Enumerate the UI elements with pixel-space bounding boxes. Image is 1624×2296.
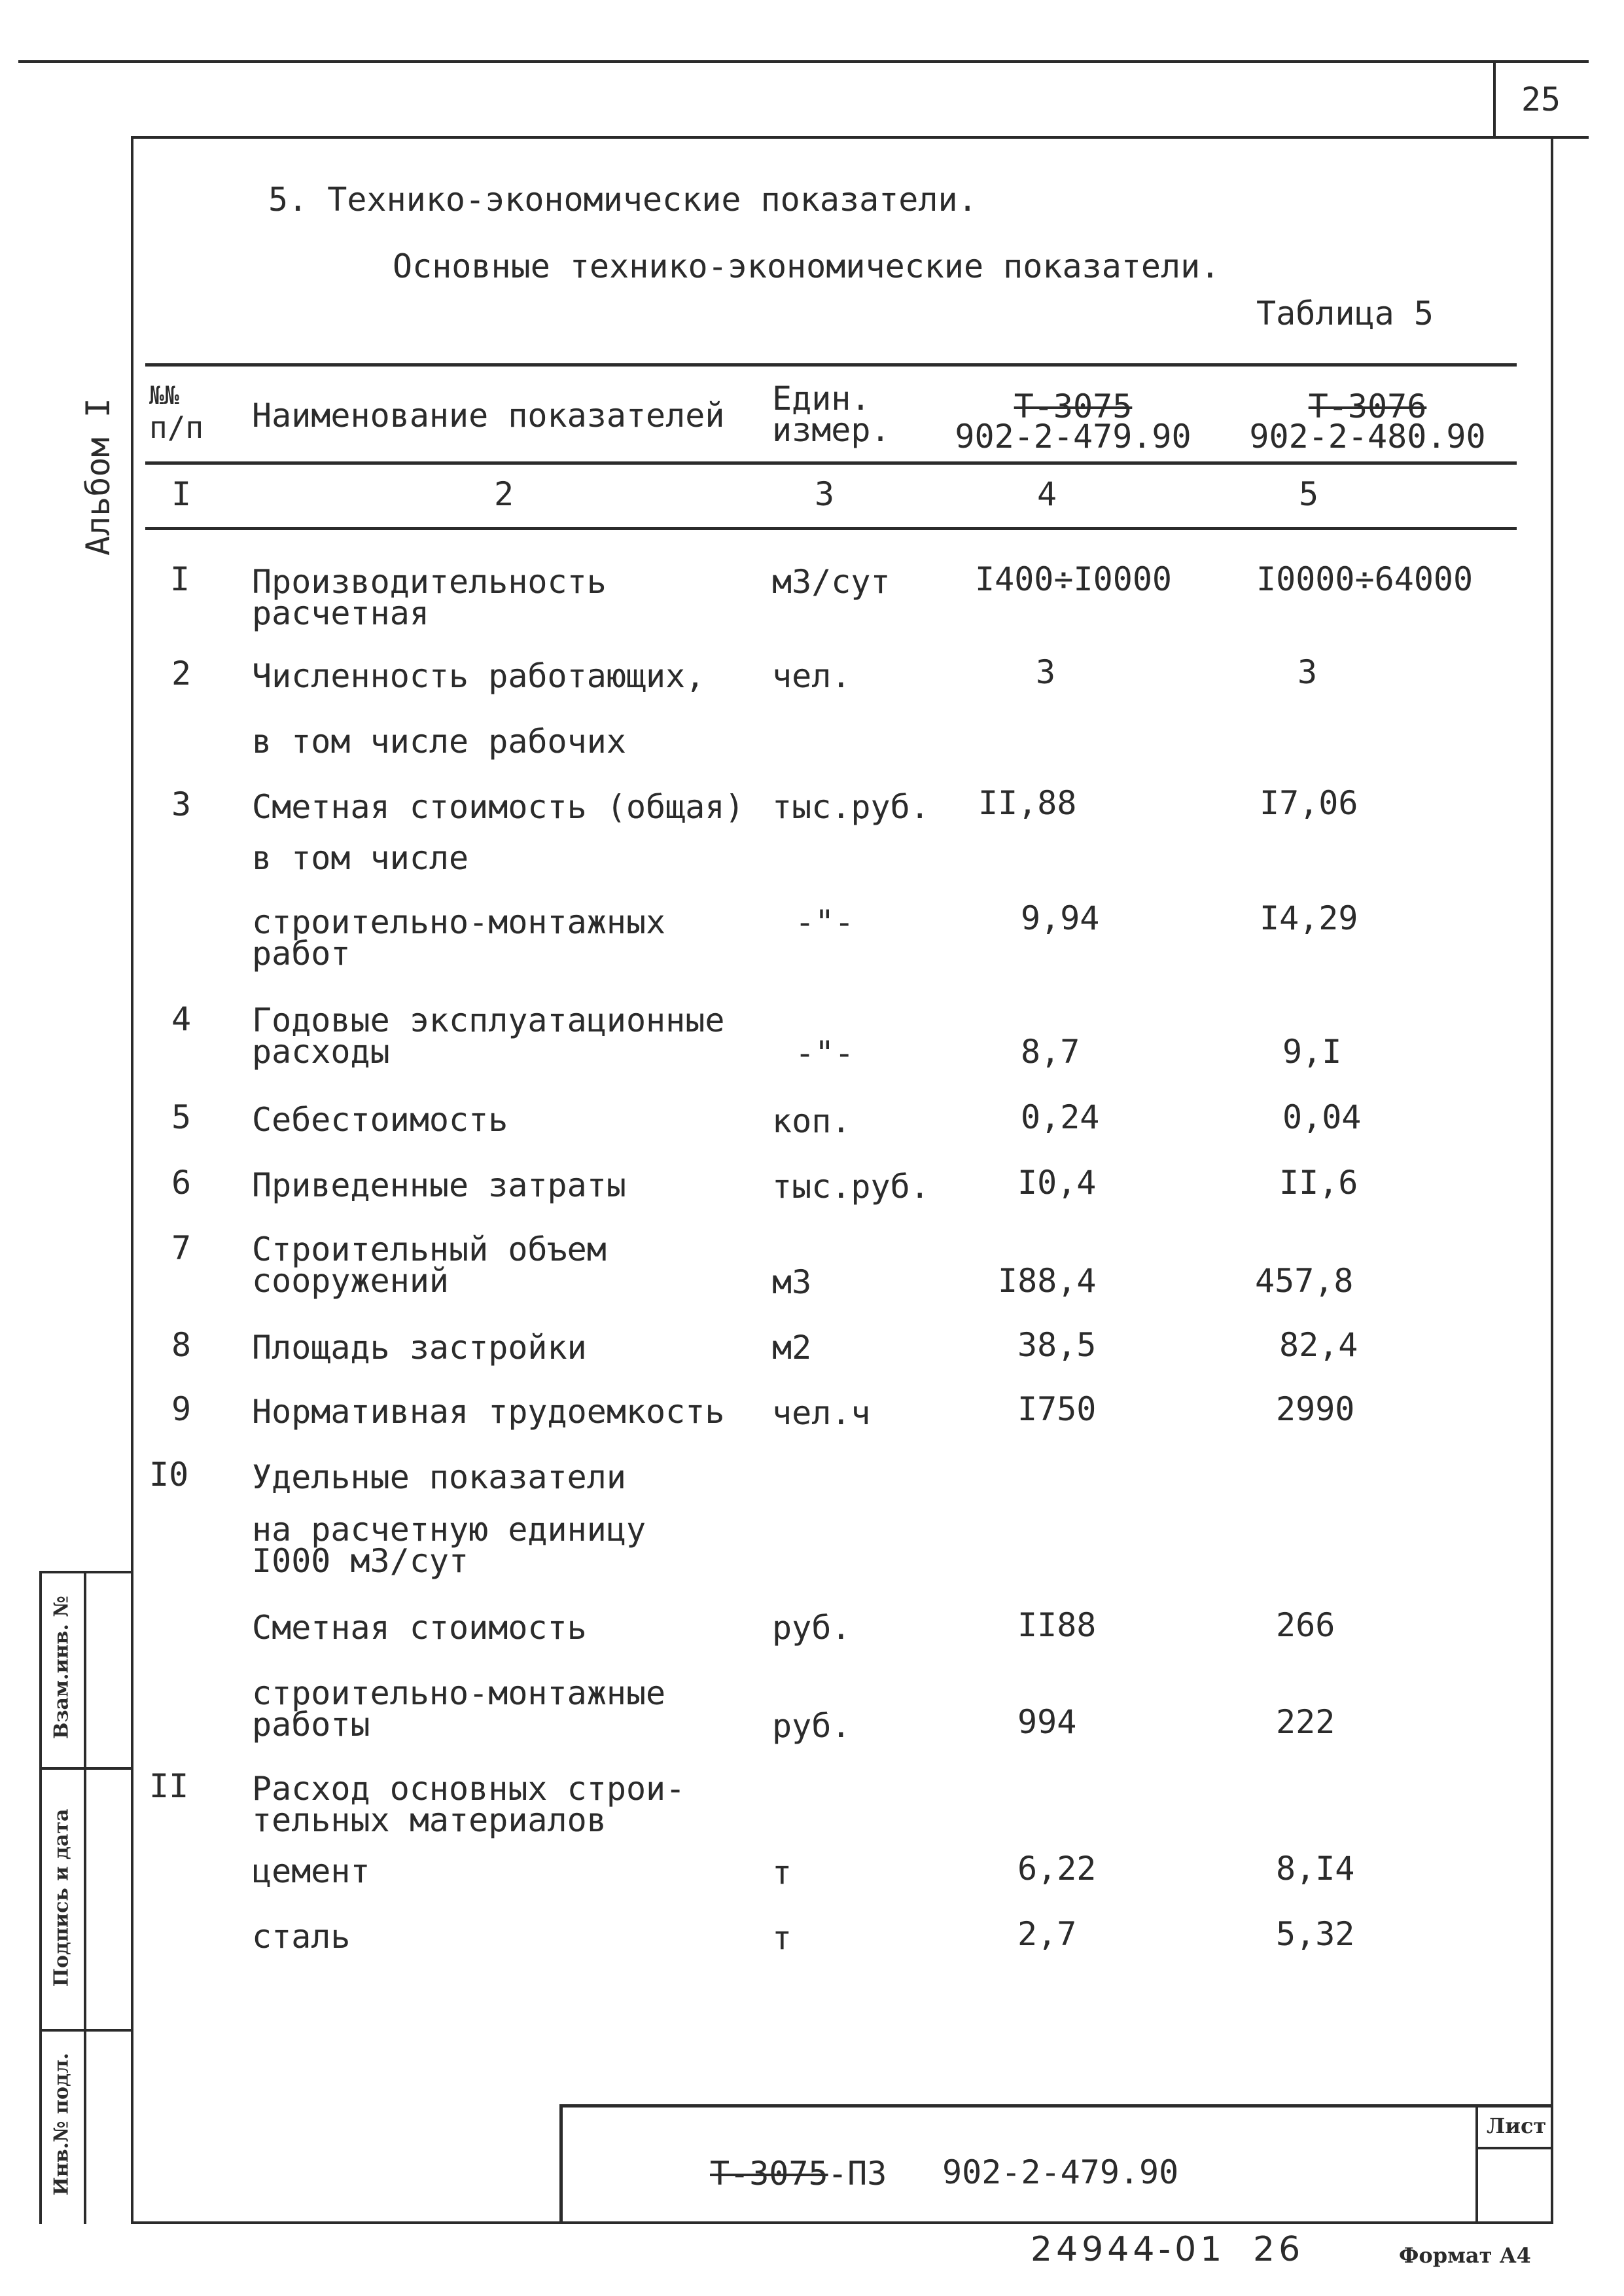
row-11-num: II (149, 1767, 189, 1805)
row-9-value-5: 2990 (1276, 1390, 1355, 1428)
row-3b-name-line1: строительно-монтажных (252, 903, 666, 941)
stamp-label-signature: Подпись и дата (50, 1808, 73, 1987)
row-4-num: 4 (171, 1000, 192, 1038)
row-10b-unit: руб. (772, 1707, 851, 1745)
stamp-outer-left (39, 1571, 42, 2224)
row-11b-value-5: 5,32 (1276, 1915, 1355, 1953)
frame-left (131, 136, 133, 2224)
top-border-line (18, 60, 1589, 63)
row-10-num: I0 (149, 1456, 189, 1494)
row-8-unit: м2 (772, 1329, 812, 1367)
col-number-3: 3 (815, 475, 835, 513)
stamp-top (39, 1571, 133, 1573)
header-rule-mid (145, 461, 1517, 465)
row-5-value-5: 0,04 (1282, 1098, 1362, 1136)
row-3b-value-4: 9,94 (1021, 899, 1100, 937)
row-10a-value-5: 266 (1276, 1606, 1335, 1644)
row-5-unit: коп. (772, 1102, 851, 1140)
doc-code: 902-2-479.90 (942, 2153, 1179, 2191)
row-2-num: 2 (171, 655, 192, 692)
row-1-name-line1: Производительность (252, 563, 607, 601)
row-10b-name-line1: строительно-монтажные (252, 1674, 666, 1712)
section-title: 5. Технико-экономические показатели. (268, 181, 978, 219)
row-11b-unit: т (772, 1919, 792, 1957)
bottom-sheet-number: 26 (1253, 2230, 1305, 2269)
stamp-inner-divider (84, 1571, 86, 2224)
row-7-name-line1: Строительный объем (252, 1230, 607, 1268)
stamp-div-1 (39, 1767, 133, 1770)
row-9-value-4: I750 (1017, 1390, 1097, 1428)
row-1-num: I (170, 560, 190, 598)
stamp-div-2 (39, 2029, 133, 2032)
row-8-num: 8 (171, 1326, 192, 1364)
row-10a-name: Сметная стоимость (252, 1609, 587, 1647)
row-6-value-4: I0,4 (1017, 1164, 1097, 1202)
row-6-name: Приведенные затраты (252, 1166, 626, 1204)
header-col5: 902-2-480.90 (1249, 418, 1486, 456)
row-3-value-5: I7,06 (1260, 784, 1358, 822)
row-8-name: Площадь застройки (252, 1329, 587, 1367)
row-5-num: 5 (171, 1098, 192, 1136)
row-7-value-4: I88,4 (998, 1262, 1097, 1300)
row-11a-value-5: 8,I4 (1276, 1850, 1355, 1888)
row-4-name-line2: расходы (252, 1033, 390, 1071)
row-10b-value-5: 222 (1276, 1703, 1335, 1741)
header-unit-line2: измер. (772, 411, 891, 449)
row-4-name-line1: Годовые эксплуатационные (252, 1001, 725, 1039)
frame-bottom (131, 2221, 1553, 2224)
row-10a-value-4: II88 (1017, 1606, 1097, 1644)
sheet-box-divider (1475, 2147, 1551, 2149)
row-6-unit: тыс.руб. (772, 1168, 930, 1206)
row-4-unit: -"- (795, 1034, 855, 1072)
frame-top (131, 136, 1589, 139)
row-3-value-4: II,88 (978, 784, 1077, 822)
table-title: Основные технико-экономические показатели. (393, 247, 1220, 285)
row-11a-value-4: 6,22 (1017, 1850, 1097, 1888)
row-11a-name: цемент (252, 1852, 370, 1890)
sheet-label: Лист (1487, 2113, 1547, 2138)
row-3b-unit: -"- (795, 903, 855, 941)
row-9-unit: чел.ч (772, 1394, 871, 1432)
table-label: Таблица 5 (1256, 295, 1434, 332)
row-6-num: 6 (171, 1164, 192, 1202)
row-3-unit: тыс.руб. (772, 788, 930, 826)
title-block-top (559, 2104, 1551, 2108)
row-11b-value-4: 2,7 (1017, 1915, 1077, 1953)
row-8-value-5: 82,4 (1279, 1326, 1358, 1364)
header-unit-line1: Един. (772, 380, 871, 418)
row-9-name: Нормативная трудоемкость (252, 1393, 725, 1431)
sheet-box-left (1475, 2104, 1478, 2224)
row-2-unit: чел. (772, 657, 851, 695)
row-10a-unit: руб. (772, 1609, 851, 1647)
row-10-sub-name-line1: на расчетную единицу (252, 1511, 646, 1549)
row-1-name-line2: расчетная (252, 594, 429, 632)
doc-code-struck: Т-3075 (710, 2155, 828, 2193)
row-2-name: Численность работающих, (252, 657, 705, 695)
col-number-2: 2 (494, 475, 514, 513)
header-num-line1: №№ (149, 381, 179, 410)
header-col4-struck: Т-3075 (1014, 387, 1133, 425)
row-3-name: Сметная стоимость (общая) (252, 788, 745, 826)
row-3-sub-name: в том числе (252, 839, 469, 877)
row-2-value-4: 3 (1036, 653, 1056, 691)
album-label: Альбом I (79, 398, 117, 556)
row-5-name: Себестоимость (252, 1101, 508, 1139)
row-7-unit: м3 (772, 1263, 812, 1301)
frame-right (1551, 136, 1553, 2224)
row-7-num: 7 (171, 1229, 192, 1267)
row-3b-name-line2: работ (252, 935, 351, 973)
stamp-label-original-inv: Инв.№ подл. (50, 2053, 73, 2196)
format-label: Формат А4 (1399, 2243, 1531, 2268)
row-1-unit: м3/сут (772, 563, 891, 601)
row-9-num: 9 (171, 1390, 192, 1428)
col-number-5: 5 (1299, 475, 1319, 513)
page-number-box-left (1493, 60, 1496, 136)
row-11a-unit: т (772, 1854, 792, 1892)
row-2-sub-name: в том числе рабочих (252, 723, 626, 761)
row-7-value-5: 457,8 (1255, 1262, 1354, 1300)
row-8-value-4: 38,5 (1017, 1326, 1097, 1364)
row-10-sub-name-line2: I000 м3/сут (252, 1542, 469, 1580)
row-4-value-5: 9,I (1282, 1033, 1342, 1071)
row-10b-name-line2: работы (252, 1706, 370, 1744)
title-block-left (559, 2104, 563, 2224)
page-number: 25 (1521, 81, 1561, 118)
stamp-label-replaced: Взам.инв. № (50, 1596, 73, 1739)
row-5-value-4: 0,24 (1021, 1098, 1100, 1136)
row-10-name: Удельные показатели (252, 1458, 626, 1496)
doc-code-suffix: -ПЗ (828, 2155, 887, 2193)
col-number-1: I (171, 475, 192, 513)
header-col4: 902-2-479.90 (955, 418, 1192, 456)
header-col5-struck: Т-3076 (1308, 387, 1427, 425)
row-2-value-5: 3 (1297, 653, 1318, 691)
row-3-num: 3 (171, 785, 192, 823)
row-1-value-5: I0000÷64000 (1256, 560, 1474, 598)
bottom-code: 24944-01 (1031, 2230, 1226, 2269)
row-11-name-line2: тельных материалов (252, 1801, 607, 1839)
row-11-name-line1: Расход основных строи- (252, 1770, 686, 1808)
row-3b-value-5: I4,29 (1260, 899, 1358, 937)
row-7-name-line2: сооружений (252, 1262, 450, 1300)
header-name: Наименование показателей (252, 397, 725, 435)
row-6-value-5: II,6 (1279, 1164, 1358, 1202)
row-11b-name: сталь (252, 1918, 351, 1956)
header-rule-bottom (145, 527, 1517, 530)
header-rule-top (145, 363, 1517, 367)
row-10b-value-4: 994 (1017, 1703, 1077, 1741)
col-number-4: 4 (1037, 475, 1057, 513)
row-4-value-4: 8,7 (1021, 1033, 1080, 1071)
row-1-value-4: I400÷I0000 (975, 560, 1173, 598)
header-num-line2: п/п (149, 410, 204, 445)
